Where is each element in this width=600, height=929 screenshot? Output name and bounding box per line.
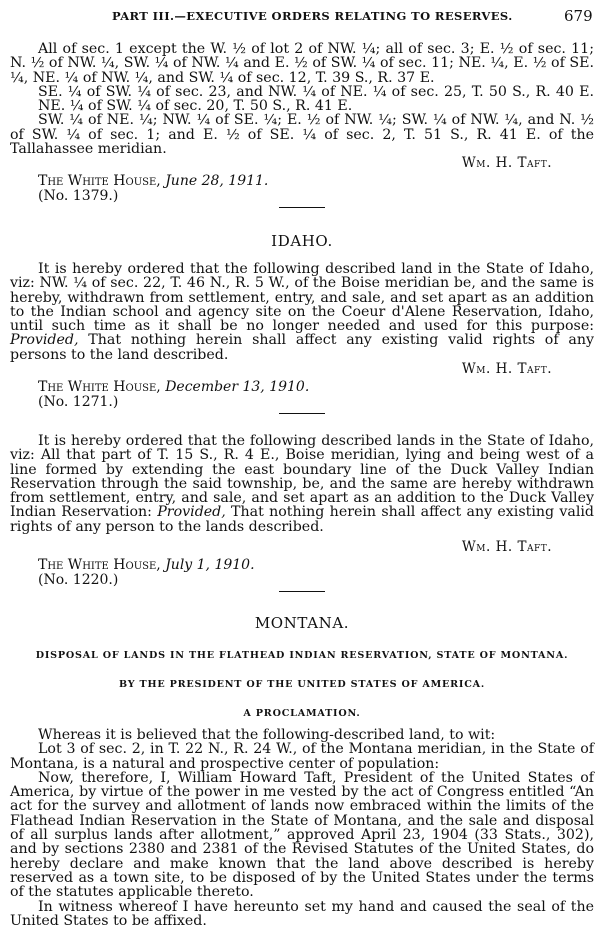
order-1379-paragraph-1: All of sec. 1 except the W. ½ of lot 2 of NW. ¼; all of sec. 3; E. ½ of sec. 11; N. ½ of NW. ¼, SW. ¼ of NW. ¼ and E. ½ of SW. ¼ of sec. 11; NE. ¼, E. ½ of SE. ¼, NE. ¼ of NW. ¼, and SW. ¼ of sec. 12, T. 39 S., R. 37 E. xyxy=(10,41,594,86)
running-head xyxy=(0,8,600,26)
order-1271 xyxy=(10,262,594,362)
proclamation-paragraph-2: Lot 3 of sec. 2, in T. 22 N., R. 24 W., of the Montana meridian, in the State of Montana, is a natural and prospective center of population: xyxy=(10,741,594,772)
idaho-heading: IDAHO. xyxy=(271,232,333,250)
proclamation-paragraph-4: In witness whereof I have hereunto set my hand and caused the seal of the United States to be affixed. xyxy=(10,898,594,929)
order-1220-date: July 1, 1910. xyxy=(165,557,255,573)
montana-subheading-block xyxy=(10,650,594,661)
order-1271-text-a: It is hereby ordered that the following described land in the State of Idaho, viz: NW. ¼ of sec. 22, T. 46 N., R. 5 W., of the Boise meridian be, and the same is hereby, withdrawn from settlement, entry, and sale, and set apart as an addition to the Indian school and agency site on the Coeur d'Alene Reservation, Idaho, until such time as it shall be no longer needed and used for this purpose: xyxy=(10,261,594,335)
order-1271-date: December 13, 1910. xyxy=(165,379,310,395)
order-1220-text xyxy=(10,434,594,534)
idaho-section xyxy=(10,232,594,250)
montana-by-line: BY THE PRESIDENT OF THE UNITED STATES OF AMERICA. xyxy=(118,679,486,690)
order-1379-dateline xyxy=(10,174,594,189)
order-1220-place: The White House, xyxy=(38,557,161,573)
order-1379-paragraph-2: SE. ¼ of SW. ¼ of sec. 23, and NW. ¼ of NE. ¼ of sec. 25, T. 50 S., R. 40 E. NE. ¼ of SW. ¼ of sec. 20, T. 50 S., R. 41 E. xyxy=(38,83,594,115)
order-1379-date: June 28, 1911. xyxy=(165,173,269,189)
order-1271-proviso: Provided, xyxy=(10,332,79,349)
order-1379-number: (No. 1379.) xyxy=(38,188,119,204)
separator-rule-3 xyxy=(10,591,594,592)
montana-byline-block xyxy=(10,679,594,690)
order-1220-text-b: That nothing herein shall affect any existing valid rights of any person to the lands described. xyxy=(10,504,595,535)
montana-proclamation-label-block xyxy=(10,708,594,719)
order-1220-number: (No. 1220.) xyxy=(38,572,119,588)
order-1271-dateline xyxy=(10,380,594,395)
order-1379-signature-block xyxy=(10,156,594,204)
order-1379 xyxy=(10,42,594,156)
order-1271-signature-block xyxy=(10,362,594,410)
order-1271-number: (No. 1271.) xyxy=(38,394,119,410)
order-1220-signature-block xyxy=(10,540,594,588)
order-1220-proviso: Provided, xyxy=(157,504,226,521)
order-1271-text xyxy=(10,262,594,362)
order-1271-place: The White House, xyxy=(38,379,161,395)
order-1220-dateline xyxy=(10,558,594,573)
page-number: 679 xyxy=(564,7,593,25)
order-1379-signature: Wm. H. Taft. xyxy=(461,155,552,171)
order-1379-place: The White House, xyxy=(38,173,161,189)
montana-section xyxy=(10,614,594,632)
order-1220 xyxy=(10,434,594,534)
proclamation-label: A PROCLAMATION. xyxy=(243,708,361,719)
montana-proclamation-body xyxy=(10,728,594,928)
separator-rule-1 xyxy=(10,207,594,208)
order-1271-signature: Wm. H. Taft. xyxy=(461,361,552,377)
order-1220-signature: Wm. H. Taft. xyxy=(461,539,552,555)
montana-heading: MONTANA. xyxy=(254,614,350,632)
montana-subheading: DISPOSAL OF LANDS IN THE FLATHEAD INDIAN RESERVATION, STATE OF MONTANA. xyxy=(35,650,569,661)
order-1271-text-b: That nothing herein shall affect any existing valid rights of any persons to the land described. xyxy=(10,332,594,363)
order-1379-paragraph-3: SW. ¼ of NE. ¼; NW. ¼ of SE. ¼; E. ½ of NW. ¼; SW. ¼ of NW. ¼, and N. ½ of SW. ¼ of sec. 1; and E. ½ of SE. ¼ of sec. 2, T. 51 S., R. 41 E. of the Tallahassee meridian. xyxy=(10,112,594,158)
order-1220-text-a: It is hereby ordered that the following described lands in the State of Idaho, viz: All that part of T. 15 S., R. 4 E., Boise meridian, lying and being west of a line formed by extending the east boundary line of the Duck Valley Indian Reservation through the said township, be, and the same are hereby withdrawn from settlement, entry, and sale, and set apart as an addition to the Duck Valley Indian Reservation: xyxy=(10,433,594,521)
proclamation-paragraph-1: Whereas it is believed that the following-described land, to wit: xyxy=(38,727,496,743)
running-head-title: PART III.—EXECUTIVE ORDERS RELATING TO RESERVES. xyxy=(112,9,513,23)
separator-rule-2 xyxy=(10,413,594,414)
proclamation-paragraph-3: Now, therefore, I, William Howard Taft, President of the United States of America, by virtue of the power in me vested by the act of Congress entitled “An act for the survey and allotment of lands now embraced within the limits of the Flathead Indian Reservation in the State of Montana, and the sale and disposal of all surplus lands after allotment,” approved April 23, 1904 (33 Stats., 302), and by sections 2380 and 2381 of the Revised Statutes of the United States, do hereby declare and make known that the land above described is hereby reserved as a town site, to be disposed of by the United States under the terms of the statutes applicable thereto. xyxy=(10,769,594,901)
